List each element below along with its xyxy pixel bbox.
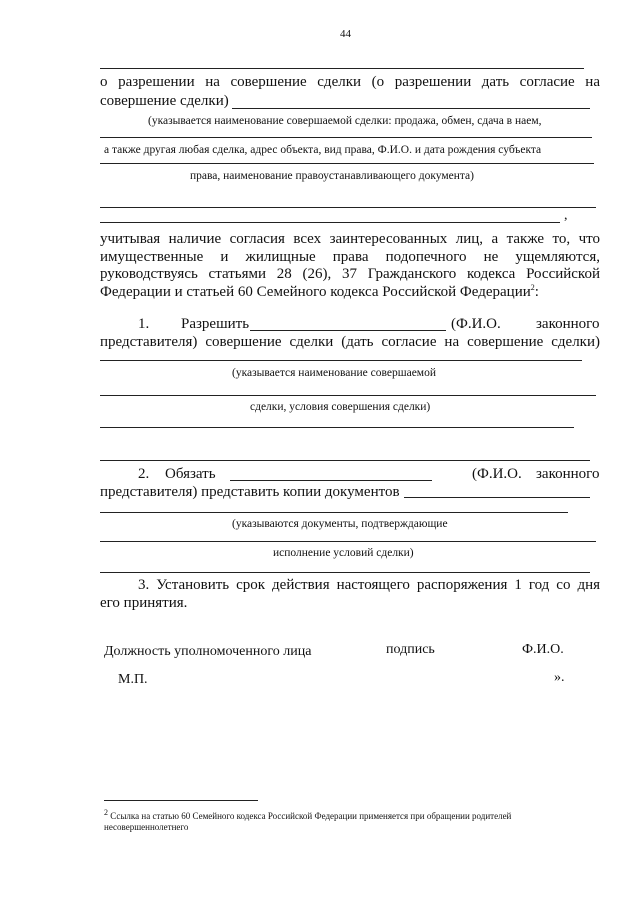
fill-line bbox=[100, 460, 590, 461]
fill-line bbox=[100, 222, 560, 223]
fill-line bbox=[100, 427, 574, 428]
footnote-line-1 bbox=[104, 808, 511, 821]
intro-hint-2: а также другая любая сделка, адрес объекта, вид права, Ф.И.О. и дата рождения субъекта bbox=[104, 144, 542, 156]
signatory-fio: Ф.И.О. bbox=[522, 642, 564, 657]
item1-hint-1: (указывается наименование совершаемой bbox=[232, 367, 436, 379]
item2-legal: законного bbox=[536, 466, 600, 482]
fill-line bbox=[100, 395, 596, 396]
fill-line bbox=[100, 68, 584, 69]
fill-line bbox=[230, 480, 432, 481]
fill-line bbox=[100, 163, 594, 164]
footnote-text: Ссылка на статью 60 Семейного кодекса Российской Федерации применяется при обращении родителей bbox=[110, 811, 512, 821]
signature-label: подпись bbox=[386, 642, 435, 657]
fill-line bbox=[250, 330, 446, 331]
fill-line bbox=[100, 572, 590, 573]
basis-line-3: руководствуясь статьями 28 (26), 37 Гражданского кодекса Российской bbox=[100, 266, 600, 282]
item2-verb: Обязать bbox=[165, 466, 216, 482]
fill-line bbox=[100, 541, 596, 542]
page-number: 44 bbox=[340, 28, 351, 40]
item1-line-2: представителя) совершение сделки (дать согласие на совершение сделки) bbox=[100, 334, 600, 350]
item3-line-2: его принятия. bbox=[100, 595, 188, 611]
fill-line bbox=[100, 137, 592, 138]
item1-hint-2: сделки, условия совершения сделки) bbox=[250, 401, 431, 413]
fill-line bbox=[100, 360, 582, 361]
intro-line-2: совершение сделки) bbox=[100, 93, 229, 109]
footnote-mark: 2 bbox=[104, 808, 108, 817]
basis-line-4 bbox=[100, 283, 539, 301]
closing-quote: ». bbox=[554, 670, 565, 685]
footnote-separator bbox=[104, 800, 258, 801]
intro-hint-3: права, наименование правоустанавливающего документа) bbox=[190, 170, 474, 182]
basis-line-1: учитывая наличие согласия всех заинтересованных лиц, а также то, что bbox=[100, 231, 600, 247]
basis-line-2: имущественные и жилищные права подопечного не ущемляются, bbox=[100, 249, 600, 265]
item2-hint-1: (указываются документы, подтверждающие bbox=[232, 518, 448, 530]
item2-line-2: представителя) представить копии документов bbox=[100, 484, 400, 500]
item3-line-1: 3. Установить срок действия настоящего распоряжения 1 год со дня bbox=[138, 577, 600, 593]
intro-line-1: о разрешении на совершение сделки (о разрешении дать согласие на bbox=[100, 74, 600, 90]
fill-line bbox=[100, 512, 568, 513]
intro-comma: , bbox=[564, 208, 568, 223]
item2-hint-2: исполнение условий сделки) bbox=[273, 547, 414, 559]
stamp-place: М.П. bbox=[118, 672, 148, 687]
basis-colon: : bbox=[534, 284, 539, 300]
item1-legal: законного bbox=[536, 316, 600, 332]
intro-hint-1: (указывается наименование совершаемой сделки: продажа, обмен, сдача в наем, bbox=[148, 115, 542, 127]
signatory-position: Должность уполномоченного лица bbox=[104, 644, 312, 659]
footnote-line-2: несовершеннолетнего bbox=[104, 822, 189, 832]
footnote-ref: 2 bbox=[530, 283, 535, 292]
item1-number: 1. bbox=[138, 316, 150, 332]
fill-line bbox=[100, 207, 596, 208]
item2-number: 2. bbox=[138, 466, 150, 482]
item1-verb: Разрешить bbox=[181, 316, 250, 332]
item1-fio: (Ф.И.О. bbox=[451, 316, 501, 332]
basis-line-4-text: Федерации и статьей 60 Семейного кодекса Российской Федерации bbox=[100, 284, 531, 300]
fill-line bbox=[232, 108, 590, 109]
item2-fio: (Ф.И.О. bbox=[472, 466, 522, 482]
fill-line bbox=[404, 497, 590, 498]
